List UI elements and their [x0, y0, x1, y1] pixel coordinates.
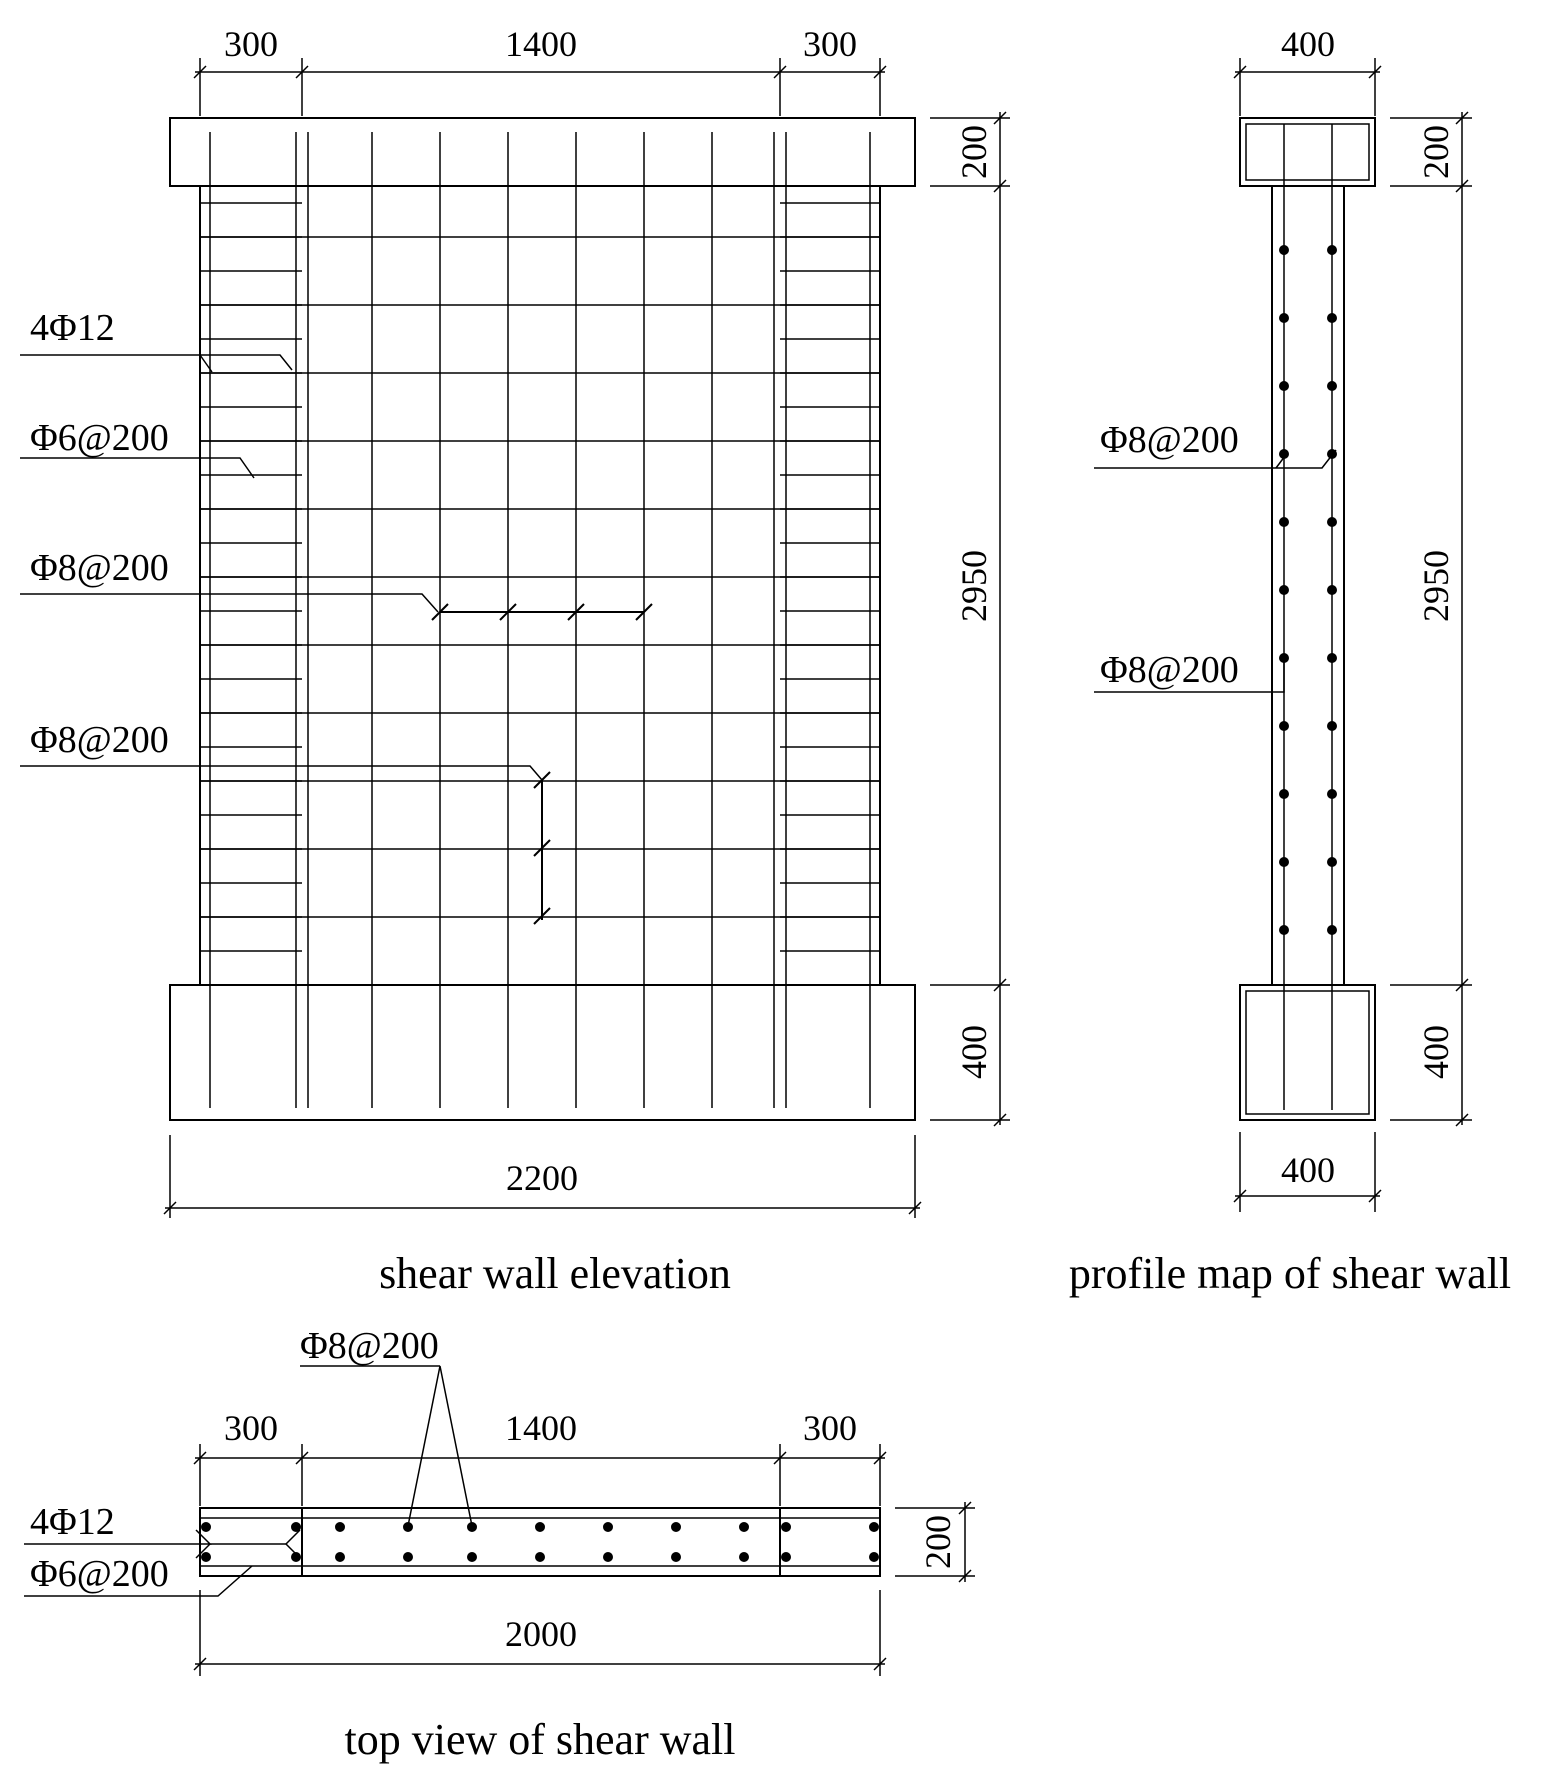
profile-rebar-dot	[1327, 653, 1337, 663]
top-dim-thickness: 200	[918, 1515, 958, 1569]
top-view-caption: top view of shear wall	[344, 1715, 736, 1764]
top-label-longitudinal: 4Φ12	[30, 1501, 115, 1543]
top-rebar-dot	[201, 1552, 211, 1562]
top-rebar-dot	[671, 1552, 681, 1562]
elevation-top-dimension	[194, 24, 886, 116]
profile-rebar-dot	[1327, 381, 1337, 391]
top-label-stirrup: Φ6@200	[30, 1553, 169, 1595]
profile-dim-top-width: 400	[1281, 24, 1335, 64]
profile-rebar-dot	[1327, 721, 1337, 731]
top-rebar-dot	[739, 1552, 749, 1562]
elev-label-longitudinal: 4Φ12	[30, 307, 115, 349]
top-rebar-dot	[535, 1552, 545, 1562]
profile-rebar-dot	[1279, 517, 1289, 527]
top-beam	[170, 118, 915, 186]
top-rebar-dot	[603, 1522, 613, 1532]
profile-caption: profile map of shear wall	[1068, 1249, 1512, 1298]
elev-dim-total-width: 2200	[506, 1158, 578, 1198]
profile-rebar-dot	[1279, 245, 1289, 255]
profile-dim-bottom-width: 400	[1281, 1150, 1335, 1190]
profile-rebar-dot	[1327, 857, 1337, 867]
profile-rebar-dot	[1279, 585, 1289, 595]
top-dim-total-length: 2000	[505, 1614, 577, 1654]
profile-dim-base-height: 400	[1416, 1025, 1456, 1079]
profile-base	[1240, 985, 1375, 1120]
top-view-length-dimension	[194, 1590, 886, 1676]
elev-dim-base-height: 400	[954, 1025, 994, 1079]
top-rebar-dot	[781, 1552, 791, 1562]
top-rebar-dot	[671, 1522, 681, 1532]
elev-dim-middle: 1400	[505, 24, 577, 64]
elev-label-stirrup: Φ6@200	[30, 417, 169, 459]
elevation-view	[20, 24, 1010, 1298]
elevation-rebar-grid	[200, 132, 880, 1108]
top-rebar-dot	[603, 1552, 613, 1562]
top-dim-middle: 1400	[505, 1408, 577, 1448]
top-rebar-dot	[781, 1522, 791, 1532]
top-dim-left: 300	[224, 1408, 278, 1448]
elevation-width-dimension	[164, 1135, 921, 1218]
elevation-height-dimension	[930, 112, 1010, 1126]
elevation-caption: shear wall elevation	[379, 1249, 731, 1298]
profile-rebar-dot	[1327, 313, 1337, 323]
profile-rebar-dot	[1327, 245, 1337, 255]
profile-label-lower: Φ8@200	[1100, 649, 1239, 691]
top-rebar-dot	[201, 1522, 211, 1532]
profile-labels	[1094, 419, 1336, 692]
profile-rebar-dot	[1279, 857, 1289, 867]
profile-height-dimension	[1390, 112, 1472, 1126]
elevation-tie-marks	[432, 604, 652, 924]
profile-rebar-dot	[1327, 925, 1337, 935]
top-rebar-dot	[535, 1522, 545, 1532]
elev-label-vertical-bar: Φ8@200	[30, 719, 169, 761]
profile-dim-wall-height: 2950	[1416, 550, 1456, 622]
profile-top-beam	[1240, 118, 1375, 186]
elev-dim-wall-height: 2950	[954, 550, 994, 622]
top-rebar-dot	[869, 1552, 879, 1562]
top-rebar-dot	[869, 1522, 879, 1532]
elev-dim-right: 300	[803, 24, 857, 64]
profile-rebar-dot	[1327, 585, 1337, 595]
elev-label-horizontal-bar: Φ8@200	[30, 547, 169, 589]
top-dim-right: 300	[803, 1408, 857, 1448]
profile-dim-beam-height: 200	[1416, 125, 1456, 179]
elev-dim-beam-height: 200	[954, 125, 994, 179]
top-view	[24, 1325, 975, 1764]
top-view-top-dimension	[194, 1408, 886, 1506]
top-view-label-top	[300, 1325, 472, 1526]
top-rebar-dot	[403, 1552, 413, 1562]
elev-dim-left: 300	[224, 24, 278, 64]
profile-view	[1069, 24, 1511, 1298]
profile-top-dimension	[1234, 24, 1381, 116]
top-view-thickness-dimension	[895, 1502, 975, 1582]
top-rebar-dot	[467, 1552, 477, 1562]
profile-rebar-dots	[1279, 245, 1337, 935]
profile-rebar-dot	[1279, 925, 1289, 935]
profile-rebar-dot	[1279, 313, 1289, 323]
profile-rebar-dot	[1327, 789, 1337, 799]
profile-rebar-dot	[1279, 381, 1289, 391]
top-rebar-dot	[335, 1522, 345, 1532]
top-rebar-dot	[335, 1552, 345, 1562]
top-rebar-dot	[739, 1522, 749, 1532]
foundation-base	[170, 985, 915, 1120]
profile-rebar-dot	[1279, 721, 1289, 731]
profile-label-upper: Φ8@200	[1100, 419, 1239, 461]
profile-rebar-dot	[1279, 789, 1289, 799]
top-label-horizontal-bar: Φ8@200	[300, 1325, 439, 1367]
profile-rebar-dot	[1327, 517, 1337, 527]
profile-bottom-dimension	[1234, 1132, 1381, 1212]
top-view-left-labels	[24, 1501, 300, 1596]
